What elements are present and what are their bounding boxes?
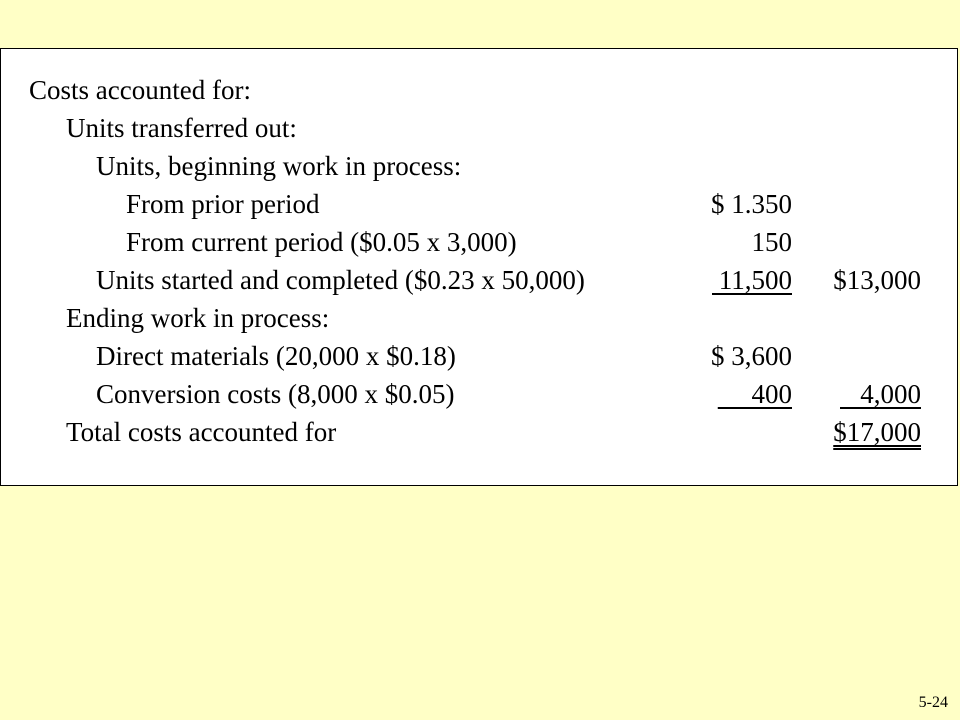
report-row bbox=[1, 224, 959, 260]
row-label: From prior period bbox=[126, 189, 320, 219]
slide-number: 5-24 bbox=[918, 694, 948, 711]
amount-col1: 11,500 bbox=[712, 265, 792, 295]
report-row bbox=[1, 148, 959, 184]
report-row bbox=[1, 300, 959, 336]
amount-col2: $13,000 bbox=[833, 265, 921, 295]
amount-col2: 4,000 bbox=[840, 379, 921, 409]
row-label: Conversion costs (8,000 x $0.05) bbox=[96, 379, 455, 409]
report-row bbox=[1, 262, 959, 298]
amount-col1: 400 bbox=[717, 379, 792, 409]
row-label: Costs accounted for: bbox=[29, 75, 251, 105]
row-label: Total costs accounted for bbox=[66, 417, 337, 447]
report-row bbox=[1, 376, 959, 412]
report-row bbox=[1, 72, 959, 108]
row-label: Direct materials (20,000 x $0.18) bbox=[96, 341, 456, 371]
row-label: Units transferred out: bbox=[66, 113, 297, 143]
amount-col1: 150 bbox=[751, 227, 792, 257]
amount-col2: $17,000 bbox=[833, 417, 921, 447]
report-row bbox=[1, 414, 959, 450]
report-row bbox=[1, 186, 959, 222]
row-label: From current period ($0.05 x 3,000) bbox=[126, 227, 517, 257]
amount-col1: $ 3,600 bbox=[711, 341, 792, 371]
amount-col1: $ 1.350 bbox=[711, 189, 792, 219]
row-label: Ending work in process: bbox=[66, 303, 330, 333]
cost-report-panel bbox=[0, 48, 958, 486]
row-label: Units started and completed ($0.23 x 50,000) bbox=[96, 265, 585, 295]
row-label: Units, beginning work in process: bbox=[96, 151, 462, 181]
report-row bbox=[1, 338, 959, 374]
report-row bbox=[1, 110, 959, 146]
